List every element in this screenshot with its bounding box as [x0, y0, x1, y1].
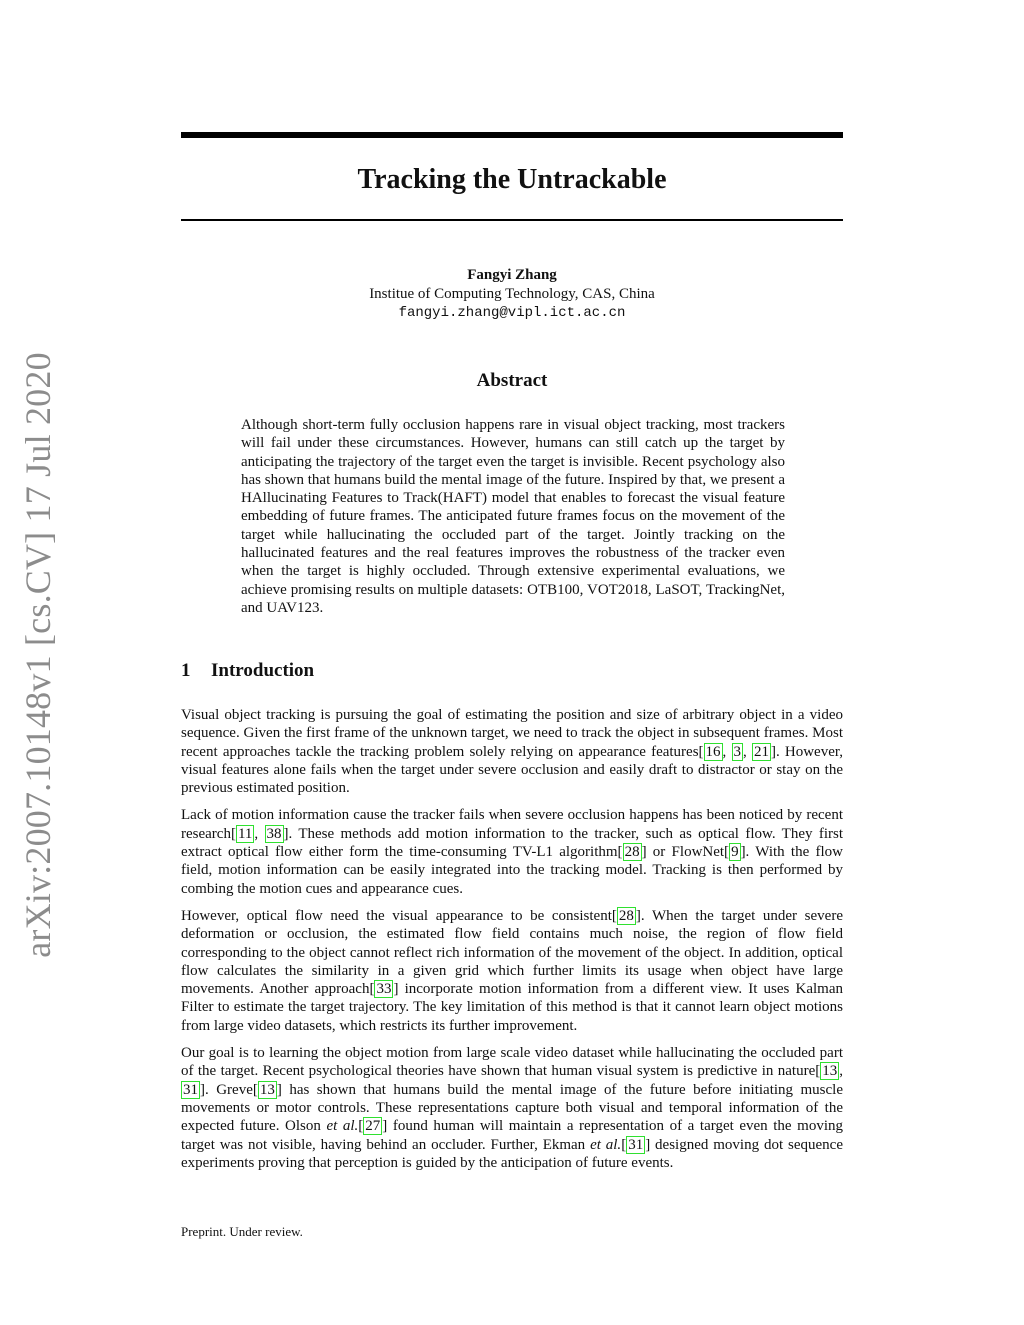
abstract-text: Although short-term fully occlusion happens rare in visual object tracking, most trackers will fail under these circumstances. However, humans can still catch up the target by anticipating the trajectory of the target even the target is invisible. Recent psychology also has shown that humans build the mental image of the future. Inspired by that, we present a HAllucinating Features to Track(HAFT) model that enables to forecast the visual feature embedding of future frames. The anticipated future frames focus on the movement of the target while hallucinating the occluded part of the target. Jointly tracking on the hallucinated features and the real features improves the robustness of the tracker even when the target is highly occluded. Through extensive experimental evaluations, we achieve promising results on multiple datasets: OTB100, VOT2018, LaSOT, TrackingNet, and UAV123.: [241, 417, 785, 616]
citation-link[interactable]: 28: [624, 844, 640, 861]
section-title: Introduction: [211, 660, 315, 681]
text-run: However, optical flow need the visual appearance to be consistent[: [181, 907, 617, 924]
text-run: ]. Greve[: [200, 1081, 258, 1098]
text-run: ] designed moving dot sequence experiments proving that perception is guided by the anticipation of future events.: [181, 1136, 843, 1171]
citation-link[interactable]: 16: [705, 743, 721, 760]
text-run: ] incorporate motion information from a different view. It uses Kalman Filter to estimate the target trajectory. The key limitation of this method is that it cannot learn object motions from large video datasets, which restricts its further improvement.: [181, 981, 843, 1034]
arxiv-sidebar-stamp: [18, 352, 58, 958]
text-run: Lack of motion information cause the tracker fails when severe occlusion happens has been noticed by recent research[: [181, 807, 843, 842]
text-run: ]. With the flow field, motion information can be easily integrated into the tracking model. Tracking is then performed by combing the motion cues and appearance cues.: [181, 844, 843, 897]
section-heading-introduction: [181, 658, 314, 684]
citation-separator: ,: [839, 1063, 843, 1080]
text-run: ] found human will maintain a representation of a target even the moving target was not visible, having behind an occluder. Further, Ekman: [181, 1118, 843, 1153]
arxiv-identifier: arXiv:2007.10148v1 [cs.CV] 17 Jul 2020: [18, 352, 58, 958]
text-run: Visual object tracking is pursuing the goal of estimating the position and size of arbitrary object in a video sequence. Given the first frame of the unknown target, we need to track the object in subsequent frames. Most recent approaches tackle the tracking problem solely relying on appearance features[: [181, 707, 843, 760]
citation-link[interactable]: 33: [376, 981, 392, 998]
author-block: [181, 266, 843, 323]
text-run: Our goal is to learning the object motion from large scale video dataset while hallucinating the occluded part of the target. Recent psychological theories have shown that human visual system is predictive in nature[: [181, 1045, 843, 1080]
citation-separator: ,: [254, 825, 265, 842]
author-name: Fangyi Zhang: [467, 267, 557, 283]
citation-link[interactable]: 21: [753, 743, 769, 760]
citation-link[interactable]: 13: [822, 1063, 838, 1080]
introduction-body: [181, 706, 843, 1181]
citation-link[interactable]: 31: [628, 1136, 644, 1153]
author-email: fangyi.zhang@vipl.ict.ac.cn: [398, 305, 626, 321]
citation-separator: ,: [722, 743, 732, 760]
text-run: ] or FlowNet[: [641, 844, 730, 861]
text-run: [: [621, 1136, 627, 1153]
citation-link[interactable]: 38: [266, 825, 282, 842]
author-affiliation: Institue of Computing Technology, CAS, China: [369, 286, 655, 302]
text-run: ]. These methods add motion information to the tracker, such as optical flow. They first extract optical flow either form the time-consuming TV-L1 algorithm[: [181, 825, 843, 861]
citation-link[interactable]: 11: [237, 825, 253, 842]
paper-title: Tracking the Untrackable: [357, 164, 667, 195]
text-run: ]. When the target under severe deformation or occlusion, the estimated flow field contains much noise, the region of flow field corresponding to the object cannot reflect rich information of the movement of the object. In addition, optical flow calculates the similarity in a given grid which further limits its usage when object have large movements. Another approach[: [181, 907, 843, 998]
abstract-heading: Abstract: [476, 370, 548, 391]
text-run: ] has shown that humans build the mental image of the future before initiating muscle movements or motor controls. These representations capture both visual and temporal information of the expected future. Olson: [181, 1081, 843, 1135]
citation-separator: ,: [743, 743, 752, 760]
title-bottom-rule: [181, 219, 843, 221]
preprint-footer: Preprint. Under review.: [181, 1224, 303, 1239]
intro-paragraph-4: [181, 1044, 843, 1172]
intro-paragraph-3: [181, 907, 843, 1035]
text-run: ]. However, visual features alone fails when the target under severe occlusion and easily draft to distractor or stay on the previous estimated position.: [181, 743, 844, 797]
intro-paragraph-2: [181, 806, 843, 897]
et-al: et al.: [326, 1118, 359, 1135]
citation-link[interactable]: 9: [731, 844, 739, 861]
citation-link[interactable]: 31: [183, 1081, 198, 1098]
intro-paragraph-1: [181, 706, 843, 797]
et-al: et al.: [590, 1136, 622, 1153]
citation-link[interactable]: 3: [733, 743, 741, 760]
citation-link[interactable]: 28: [618, 907, 634, 924]
citation-link[interactable]: 13: [259, 1081, 275, 1098]
section-number: 1: [181, 660, 191, 681]
title-top-rule: [181, 132, 843, 138]
citation-link[interactable]: 27: [365, 1118, 381, 1135]
text-run: [: [358, 1118, 364, 1135]
